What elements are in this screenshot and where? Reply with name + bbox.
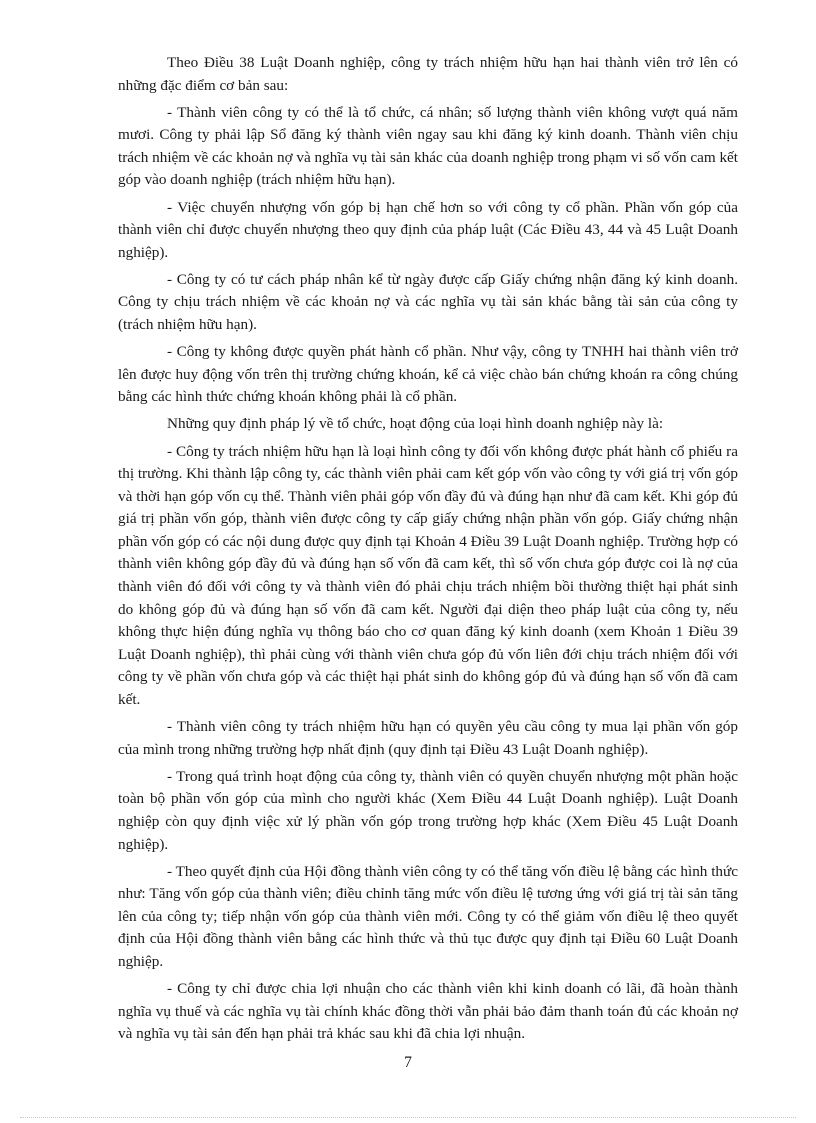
page-bottom-divider	[20, 1117, 796, 1118]
page-number: 7	[404, 1054, 412, 1071]
paragraph-legal-entity: - Công ty có tư cách pháp nhân kể từ ngày được cấp Giấy chứng nhận đăng ký kinh doanh. Công ty chịu trách nhiệm về các khoản nợ và các nghĩa vụ tài sản khác bằng tài sản của công ty (trách nhiệm hữu hạn).	[118, 270, 738, 334]
paragraph-capital-transfer: - Việc chuyển nhượng vốn góp bị hạn chế hơn so với công ty cổ phần. Phần vốn góp của thành viên chỉ được chuyển nhượng theo quy định của pháp luật (Các Điều 43, 44 và 45 Luật Doanh nghiệp).	[118, 198, 738, 261]
paragraph-member-liability: - Thành viên công ty có thể là tổ chức, cá nhân; số lượng thành viên không vượt quá năm mươi. Công ty phải lập Sổ đăng ký thành viên ngay sau khi đăng ký kinh doanh. Thành viên chịu trách nhiệm về các khoản nợ và nghĩa vụ tài sản khác của doanh nghiệp trong phạm vi số vốn cam kết góp vào doanh nghiệp (trách nhiệm hữu hạn).	[118, 103, 738, 189]
paragraph-no-shares: - Công ty không được quyền phát hành cổ phần. Như vậy, công ty TNHH hai thành viên trở lên được huy động vốn trên thị trường chứng khoán, kể cả việc chào bán chứng khoán ra công chúng bằng các hình thức chứng khoán không phải là cổ phần.	[118, 343, 738, 406]
paragraph-regulations-intro: Những quy định pháp lý về tổ chức, hoạt động của loại hình doanh nghiệp này là:	[167, 415, 664, 433]
paragraph-capital-contribution: - Công ty trách nhiệm hữu hạn là loại hình công ty đối vốn không được phát hành cổ phiếu ra thị trường. Khi thành lập công ty, các thành viên phải cam kết góp vốn vào công ty với giá trị vốn góp và thời hạn góp vốn cụ thể. Thành viên phải góp vốn đầy đủ và đúng hạn như đã cam kết. Khi góp đủ giá trị phần vốn góp, thành viên được công ty cấp giấy chứng nhận phần vốn góp. Giấy chứng nhận phần vốn góp có các nội dung được quy định tại Khoản 4 Điều 39 Luật Doanh nghiệp. Trường hợp có thành viên không góp đầy đủ và đúng hạn số vốn đã cam kết, thì số vốn chưa góp được coi là nợ của thành viên đó đối với công ty và thành viên đó phải chịu trách nhiệm bồi thường thiệt hại phát sinh do không góp đủ và đúng hạn số vốn đã cam kết. Người đại diện theo pháp luật của công ty, nếu không thực hiện đúng nghĩa vụ thông báo cho cơ quan đăng ký kinh doanh (xem Khoản 1 Điều 39 Luật Doanh nghiệp), thì phải cùng với thành viên chưa góp đủ vốn liên đới chịu trách nhiệm đối với công ty về phần vốn chưa góp và các thiệt hại phát sinh do không góp đủ và đúng hạn số vốn đã cam kết.	[118, 442, 738, 709]
paragraph-profit-distribution: - Công ty chỉ được chia lợi nhuận cho các thành viên khi kinh doanh có lãi, đã hoàn thành nghĩa vụ thuế và các nghĩa vụ tài chính khác đồng thời vẫn phải bảo đảm thanh toán đủ các khoản nợ và nghĩa vụ tài sản đến hạn phải trả khác sau khi đã chia lợi nhuận.	[118, 980, 738, 1043]
document-body	[118, 52, 738, 1050]
paragraph-intro-article-38: Theo Điều 38 Luật Doanh nghiệp, công ty trách nhiệm hữu hạn hai thành viên trở lên có những đặc điểm cơ bản sau:	[118, 54, 738, 94]
paragraph-transfer-right: - Trong quá trình hoạt động của công ty, thành viên có quyền chuyển nhượng một phần hoặc toàn bộ phần vốn góp của mình cho người khác (Xem Điều 44 Luật Doanh nghiệp). Luật Doanh nghiệp còn quy định việc xử lý phần vốn góp trong trường hợp khác (Xem Điều 45 Luật Doanh nghiệp).	[118, 767, 738, 853]
paragraph-buyback-right: - Thành viên công ty trách nhiệm hữu hạn có quyền yêu cầu công ty mua lại phần vốn góp của mình trong những trường hợp nhất định (quy định tại Điều 43 Luật Doanh nghiệp).	[118, 718, 738, 758]
paragraph-charter-capital: - Theo quyết định của Hội đồng thành viên công ty có thể tăng vốn điều lệ bằng các hình thức như: Tăng vốn góp của thành viên; điều chỉnh tăng mức vốn điều lệ tương ứng với giá trị tài sản tăng lên của công ty; tiếp nhận vốn góp của thành viên mới. Công ty có thể giảm vốn điều lệ theo quyết định của Hội đồng thành viên bằng các hình thức và thủ tục được quy định tại Điều 60 Luật Doanh nghiệp.	[118, 862, 738, 971]
